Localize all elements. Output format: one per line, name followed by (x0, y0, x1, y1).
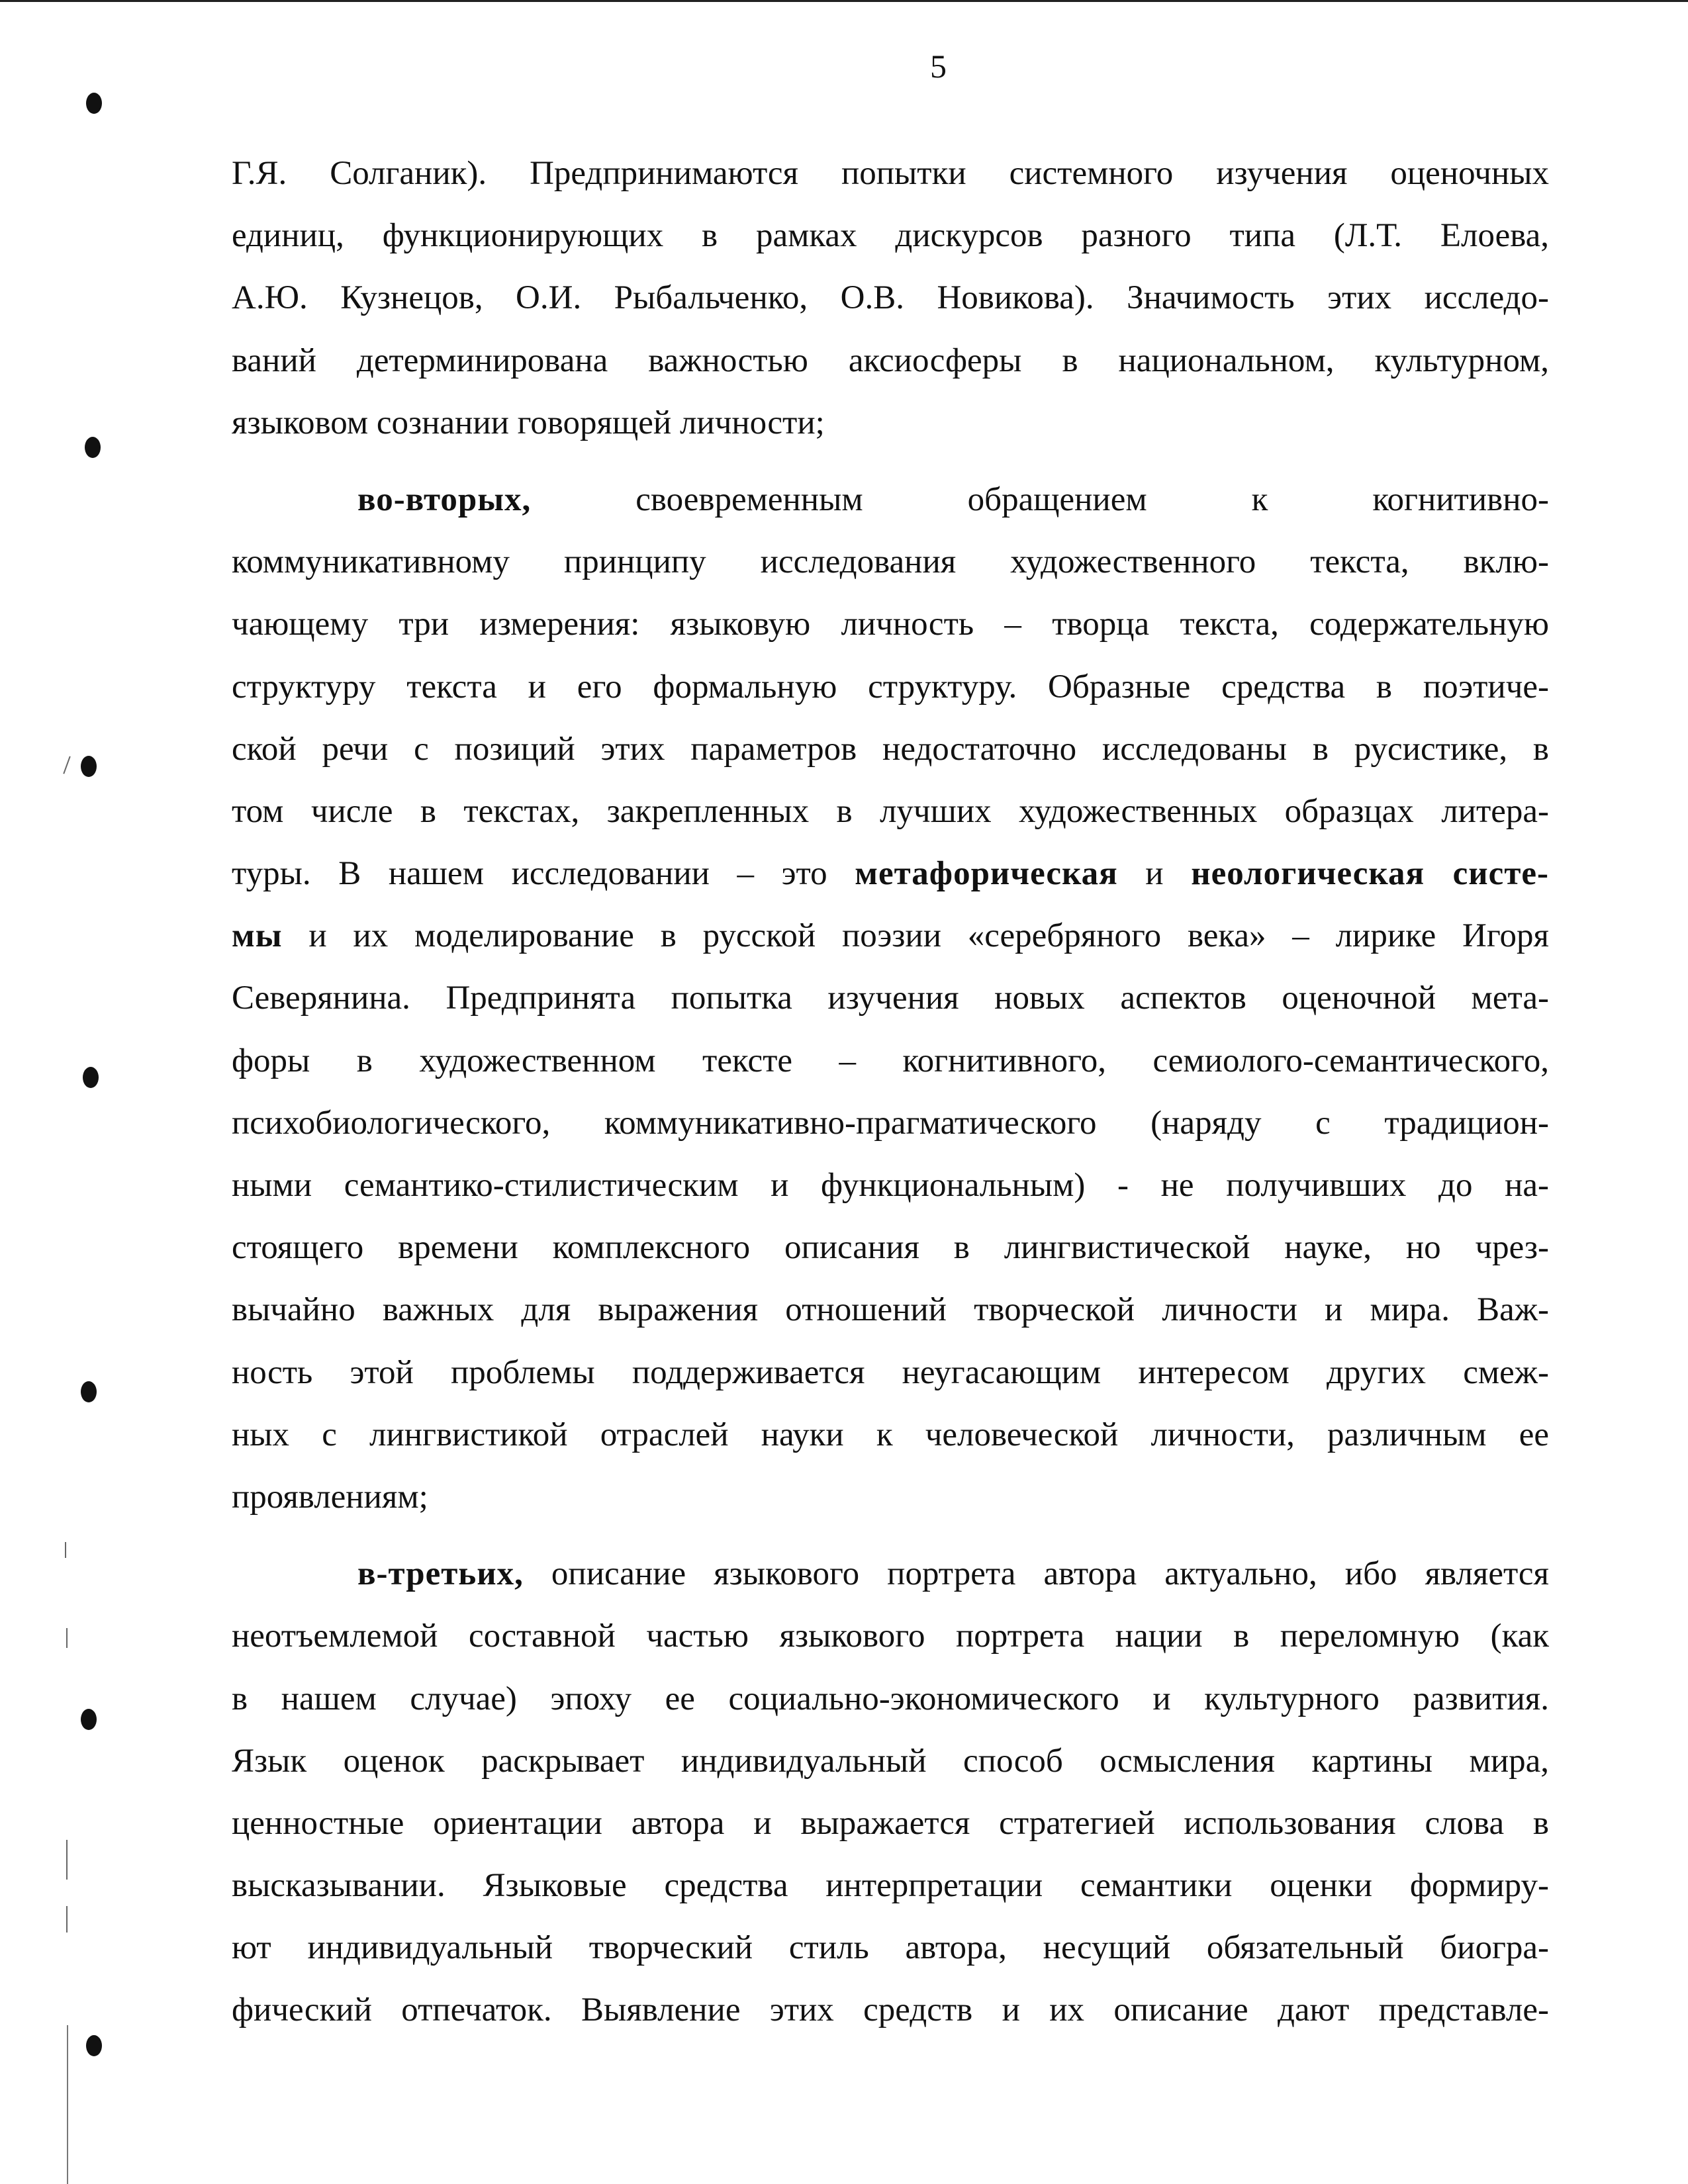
margin-mark (66, 1628, 68, 1648)
text-line: языковом сознании говорящей личности; (232, 404, 825, 441)
bold-term: во-вторых, (357, 480, 532, 518)
top-border-line (0, 0, 1688, 2)
text-line: фический отпечаток. Выявление этих средств и их описание дают представле- (232, 1991, 1549, 2029)
text-line: структуру текста и его формальную структуру. Образные средства в поэтиче- (232, 668, 1549, 705)
body-text (232, 142, 1549, 2042)
text-line: в нашем случае) эпоху ее социально-экономического и культурного развития. (232, 1680, 1549, 1717)
bold-term: неологическая систе- (1191, 855, 1549, 893)
bold-term: в-третьих, (357, 1555, 524, 1593)
text-line: мы и их моделирование в русской поэзии «серебряного века» – лирике Игоря (232, 917, 1549, 955)
text-line: вычайно важных для выражения отношений творческой личности и мира. Важ- (232, 1291, 1549, 1329)
text-line: психобиологического, коммуникативно-прагматического (наряду с традицион- (232, 1104, 1549, 1142)
margin-mark (65, 1542, 66, 1558)
text-line: ской речи с позиций этих параметров недостаточно исследованы в русистике, в (232, 730, 1549, 768)
text-line: ваний детерминирована важностью аксиосферы в национальном, культурном, (232, 341, 1549, 379)
text-line: проявлениям; (232, 1478, 428, 1516)
punch-hole-mark (81, 1709, 97, 1730)
text-line: Северянина. Предпринята попытка изучения новых аспектов оценочной мета- (232, 979, 1549, 1017)
punch-hole-mark (86, 2035, 102, 2056)
bold-term: метафорическая (855, 855, 1118, 893)
text-line: чающему три измерения: языковую личность – творца текста, содержательную (232, 606, 1549, 643)
text-line: А.Ю. Кузнецов, О.И. Рыбальченко, О.В. Новикова). Значимость этих исследо- (232, 279, 1549, 317)
text-line: ют индивидуальный творческий стиль автора, несущий обязательный биогра- (232, 1929, 1549, 1967)
margin-mark (63, 756, 70, 774)
paragraph-start-line: во-вторых, своевременным обращением к когнитивно- (357, 480, 1549, 518)
text-line: ными семантико-стилистическим и функциональным) - не получивших до на- (232, 1167, 1549, 1204)
text-line: ценностные ориентации автора и выражается стратегией использования слова в (232, 1804, 1549, 1842)
text-line: Г.Я. Солганик). Предпринимаются попытки системного изучения оценочных (232, 155, 1549, 192)
text-line: ных с лингвистикой отраслей науки к человеческой личности, различным ее (232, 1416, 1549, 1453)
text-line: коммуникативному принципу исследования художественного текста, вклю- (232, 543, 1549, 581)
bold-term: мы (232, 917, 283, 955)
punch-hole-mark (81, 756, 97, 777)
punch-hole-mark (83, 1067, 99, 1088)
margin-line (67, 2025, 68, 2184)
punch-hole-mark (85, 437, 101, 458)
text-line: единиц, функционирующих в рамках дискурсов разного типа (Л.Т. Елоева, (232, 217, 1549, 255)
text-line: том числе в текстах, закрепленных в лучших художественных образцах литера- (232, 792, 1549, 830)
punch-hole-mark (81, 1381, 97, 1402)
text-line: стоящего времени комплексного описания в лингвистической науке, но чрез- (232, 1229, 1549, 1267)
paragraph-start-line: в-третьих, описание языкового портрета автора актуально, ибо является (357, 1555, 1549, 1593)
text-line: Язык оценок раскрывает индивидуальный способ осмысления картины мира, (232, 1742, 1549, 1780)
text-line: туры. В нашем исследовании – это метафорическая и неологическая систе- (232, 855, 1549, 893)
text-line: ность этой проблемы поддерживается неугасающим интересом других смеж- (232, 1353, 1549, 1391)
margin-mark (66, 1906, 68, 1933)
text-line: неотъемлемой составной частью языкового портрета нации в переломную (как (232, 1617, 1549, 1655)
punch-hole-mark (86, 93, 102, 114)
text-line: высказывании. Языковые средства интерпретации семантики оценки формиру- (232, 1867, 1549, 1905)
page-number: 5 (930, 48, 947, 85)
text-line: форы в художественном тексте – когнитивного, семиолого-семантического, (232, 1042, 1549, 1079)
margin-mark (66, 1840, 68, 1880)
